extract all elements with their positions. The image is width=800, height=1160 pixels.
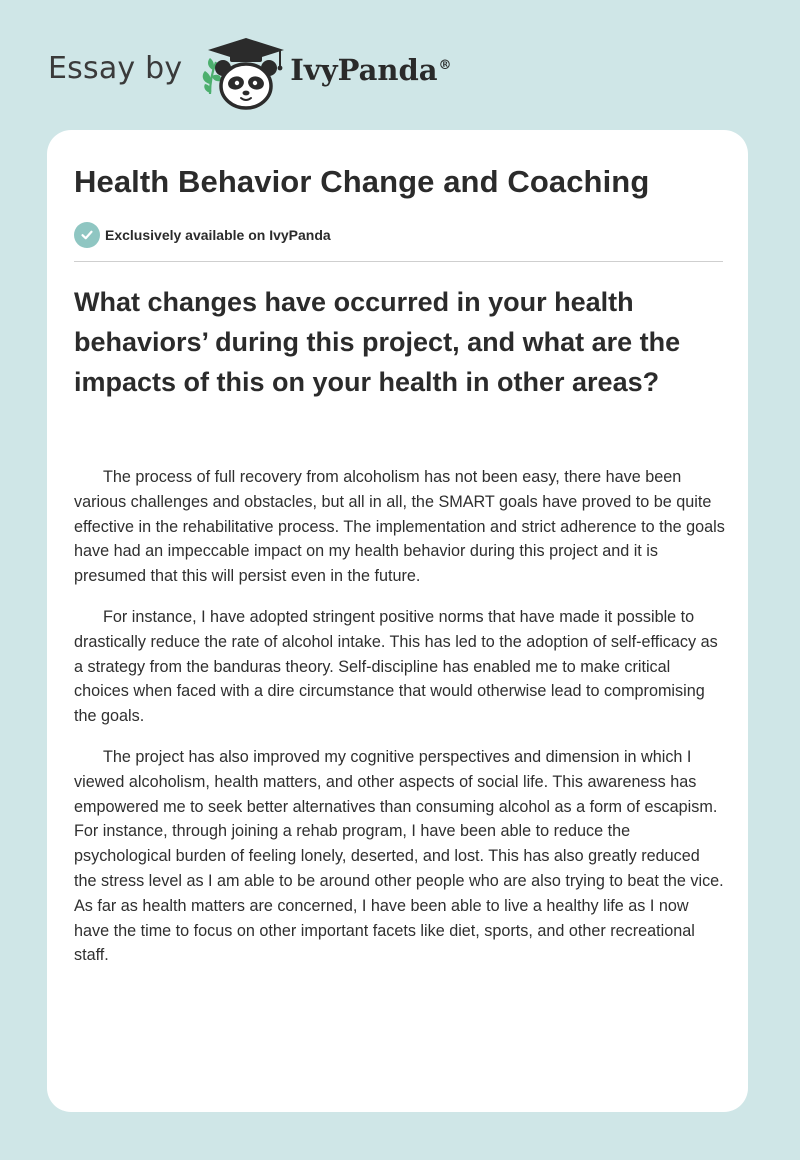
paragraph: The project has also improved my cognitive perspectives and dimension in which I viewed alcoholism, health matters, and other aspects of social life. This awareness has empowered me to seek better alternatives than consuming alcohol as a form of escapism. For instance, through joining a rehab program, I have been able to reduce the psychological burden of feeling lonely, deserted, and lost. This has also greatly reduced the stress level as I am able to be around other people who are also trying to beat the vice. As far as health matters are concerned, I have been able to live a healthy life as I now have the time to focus on other important facets like diet, sports, and other recreational staff.: [74, 747, 724, 965]
exclusive-badge-text: Exclusively available on IvyPanda: [105, 227, 331, 243]
paragraph: The process of full recovery from alcoholism has not been easy, there have been various challenges and obstacles, but all in all, the SMART goals have proved to be quite effective in the rehabilitative process. The implementation and strict adherence to the goals have had an impeccable impact on my health behavior during this project and it is presumed that this will persist even in the future.: [74, 468, 725, 586]
essay-body: [74, 465, 726, 984]
brand-header[interactable]: [48, 32, 452, 112]
essay-card: [47, 130, 748, 1112]
brand-name: [290, 53, 451, 87]
brand-prefix: Essay by: [48, 50, 183, 86]
checkmark-circle-icon: [74, 222, 100, 248]
paragraph: For instance, I have adopted stringent positive norms that have made it possible to drastically reduce the rate of alcohol intake. This has led to the adoption of self-efficacy as a strategy from the banduras theory. Self-discipline has enabled me to make critical choices when faced with a dire circumstance that would otherwise lead to compromising the goals.: [74, 607, 718, 726]
divider: [74, 261, 723, 262]
page-title: Health Behavior Change and Coaching: [74, 164, 650, 199]
brand-name-text: IvyPanda: [290, 53, 438, 87]
exclusive-badge: [74, 222, 331, 248]
section-question-heading: What changes have occurred in your health behaviors’ during this project, and what are the impacts of this on your health in other areas?: [74, 287, 681, 397]
panda-graduate-logo-icon: [196, 32, 288, 112]
registered-mark: ®: [438, 58, 452, 74]
